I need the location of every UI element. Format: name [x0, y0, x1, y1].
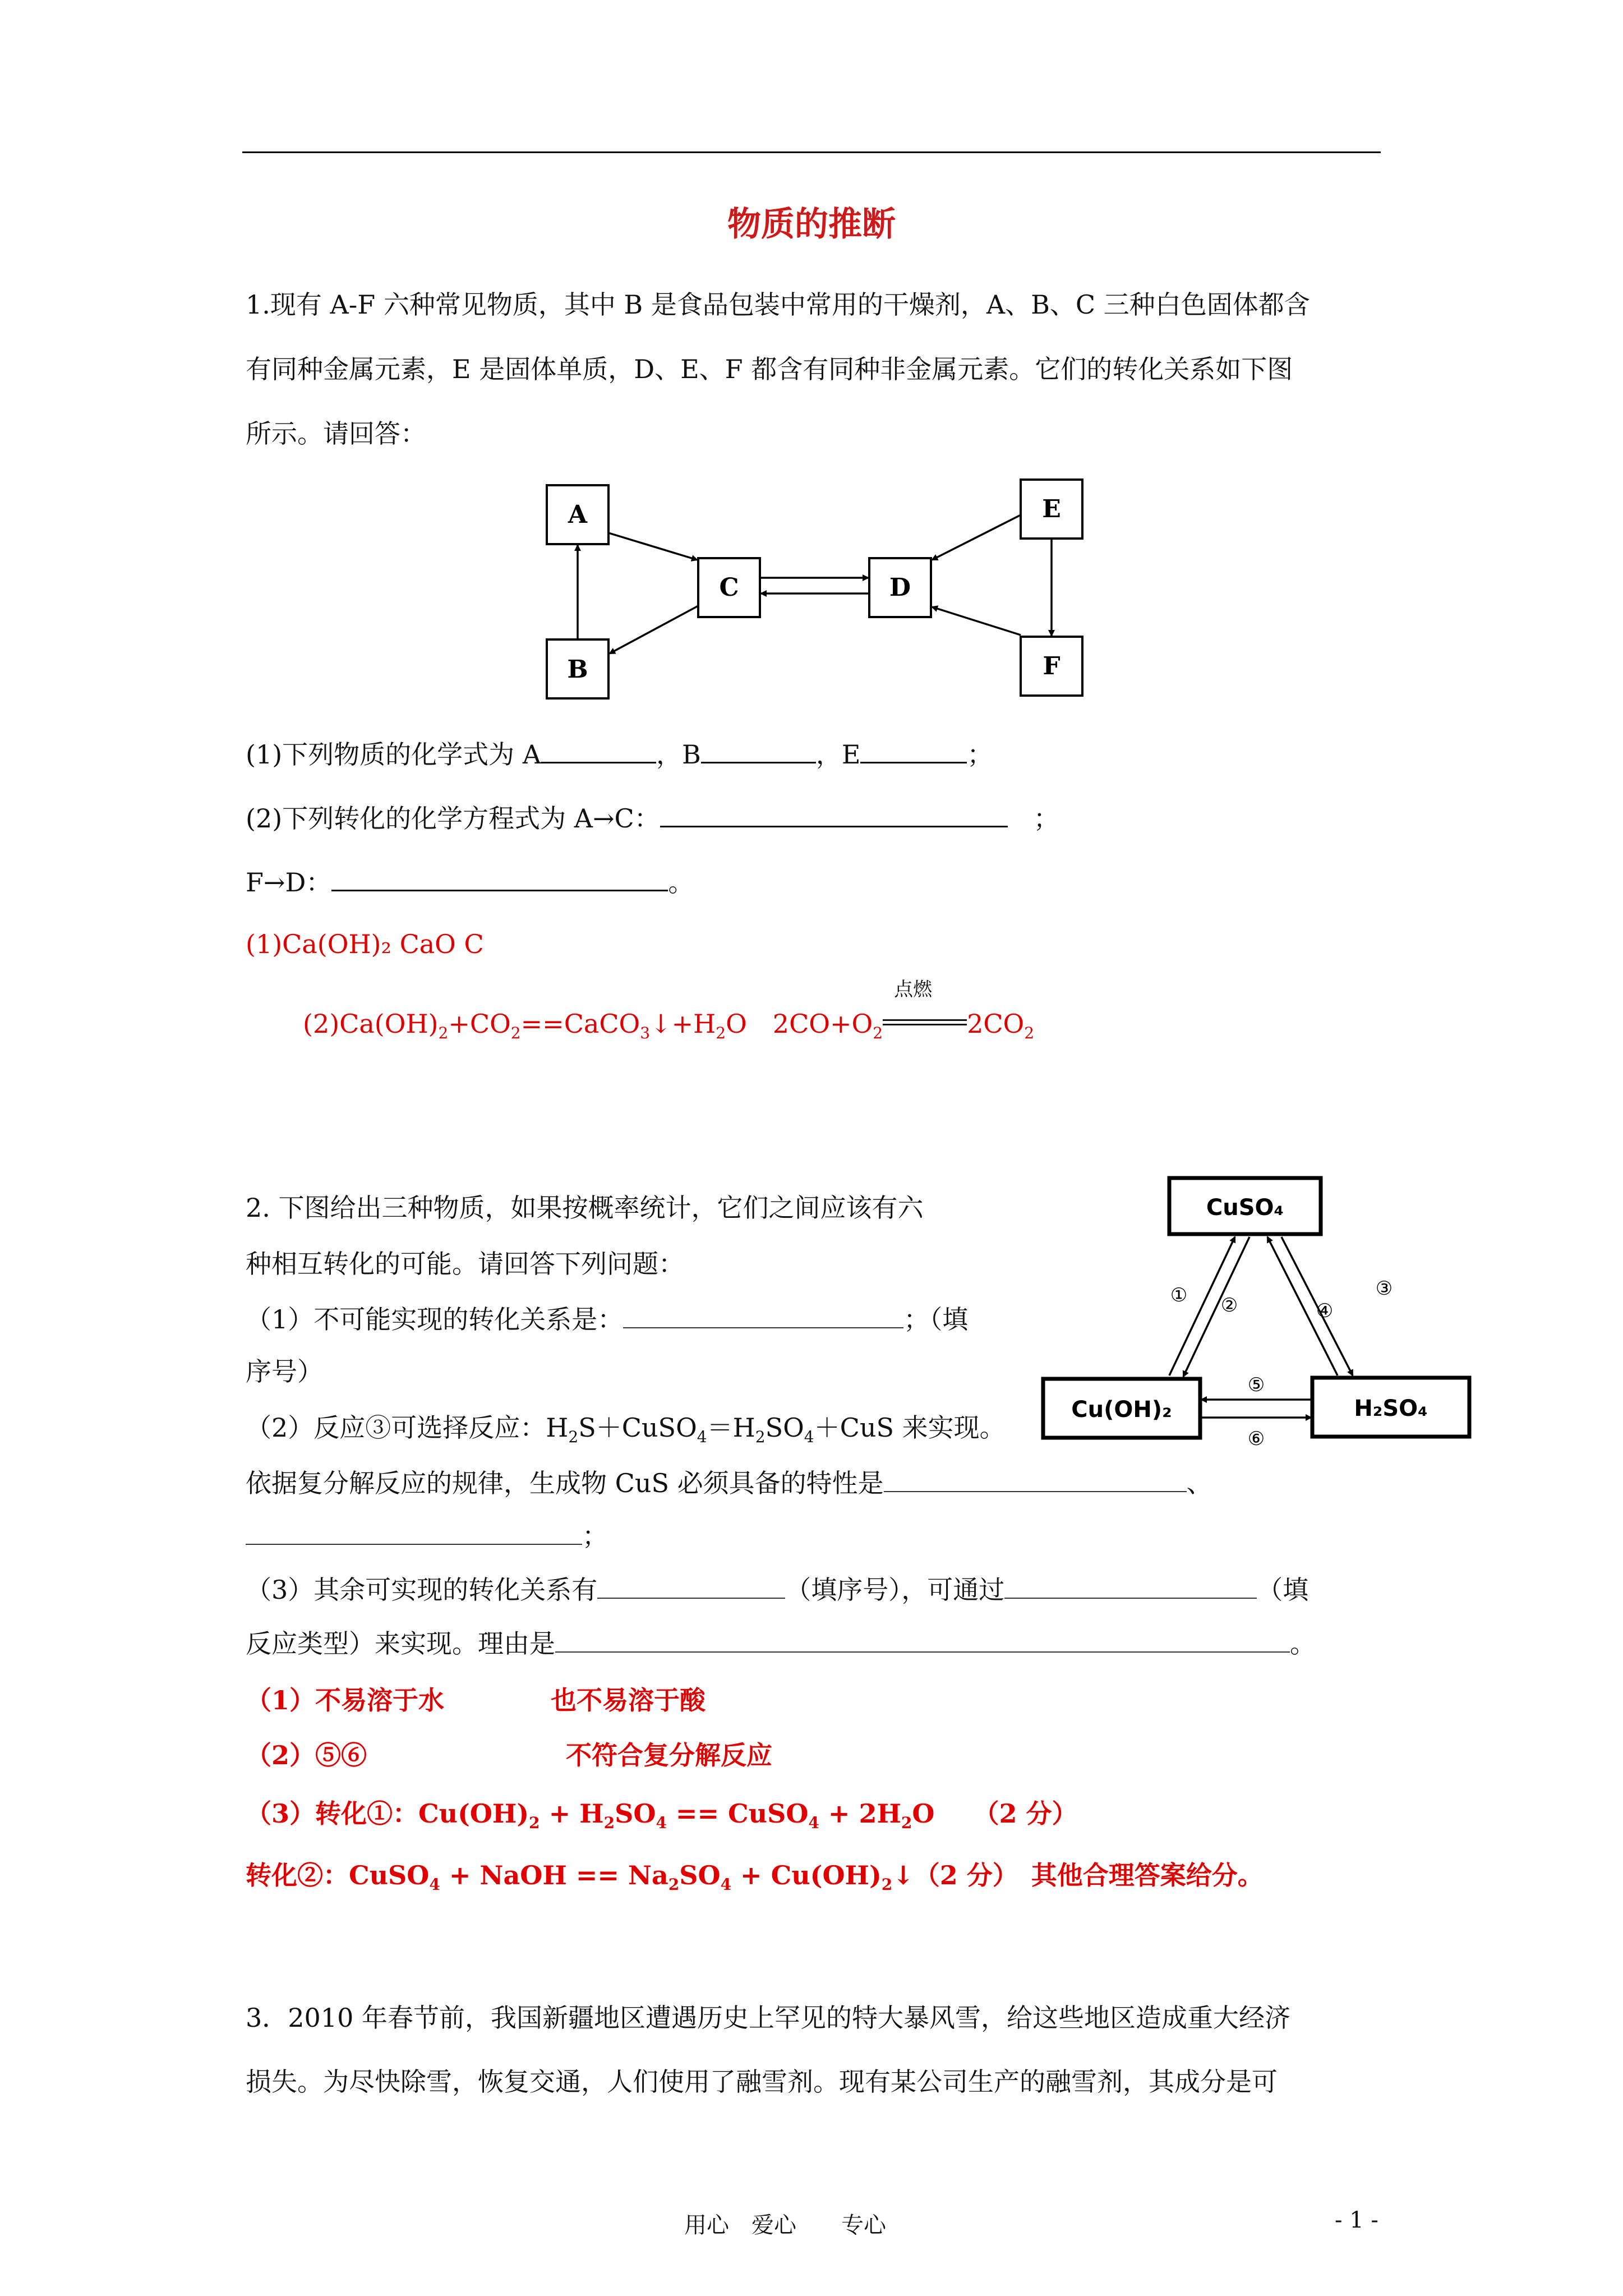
label-2: ② — [1220, 1294, 1238, 1317]
q1-sub2-a: (2)下列转化的化学方程式为 A→C： — [246, 803, 660, 834]
q2-answer2: （2）⑤⑥ 不符合复分解反应 — [246, 1740, 773, 1770]
q1-sub2 — [246, 803, 1059, 834]
q1-answer1: (1)Ca(OH)₂ CaO C — [246, 929, 484, 959]
q2-sub3: （3）其余可实现的转化关系有 （填序号），可通过 （填 — [246, 1575, 1309, 1605]
q2-answer4: 转化②：CuSO$_4$ + NaOH == $Na_2SO_4$ + $Cu(OH)_2↓(2$ 分） 其他合理答案给分。 — [246, 1860, 1264, 1894]
q1-sub2-fd-label: F→D： — [246, 867, 332, 898]
blank-e[interactable] — [860, 739, 967, 763]
q2-sub1-cont: 序号） — [246, 1356, 323, 1387]
page-number: - 1 - — [1335, 2207, 1378, 2233]
condition-label: 点燃 — [894, 978, 933, 1001]
blank-a-to-c[interactable] — [660, 803, 1008, 827]
blank-q2-1[interactable] — [623, 1305, 903, 1328]
blank-q2-2b[interactable] — [246, 1521, 582, 1545]
q2-line2: 种相互转化的可能。请回答下列问题： — [246, 1249, 684, 1279]
q1-sub1-b: ，B — [656, 739, 701, 770]
blank-q2-3c[interactable] — [555, 1629, 1290, 1653]
blank-q2-3b[interactable] — [1004, 1575, 1257, 1599]
node-d-label: D — [889, 573, 911, 602]
q2-line1: 2. 下图给出三种物质，如果按概率统计，它们之间应该有六 — [246, 1193, 924, 1223]
label-6: ⑥ — [1247, 1428, 1265, 1450]
q1-sub2-end: ； — [1033, 803, 1059, 834]
label-3: ③ — [1375, 1277, 1393, 1300]
node-e-label: E — [1042, 495, 1061, 523]
q1-sub1 — [246, 739, 993, 770]
q2-sub2: （2）反应③可选择反应：$H_2S+CuSO_4=H_2SO_4+CuS$ 来实现。 — [246, 1412, 1006, 1446]
q1-answer2: $(2)Ca(OH)_2+CO_2==CaCO_3↓+H_2O$ $2CO+O_2$ 点燃 $2CO_2$ — [303, 978, 1035, 1042]
label-4: ④ — [1316, 1300, 1334, 1322]
arrow-f-d — [932, 607, 1021, 635]
q1-sub1-a: (1)下列物质的化学式为 A — [246, 739, 542, 770]
blank-q2-3a[interactable] — [597, 1575, 785, 1599]
q2-sub3-line2: 反应类型）来实现。理由是 。 — [246, 1628, 1316, 1659]
arrow-c-b — [610, 606, 698, 654]
arrow-a-c — [608, 533, 697, 560]
q1-sub1-c: ，E — [815, 739, 861, 770]
reaction-condition — [883, 978, 967, 1033]
node-c-label: C — [719, 573, 739, 602]
blank-b[interactable] — [701, 739, 816, 763]
q1-diagram — [505, 460, 1122, 707]
node-b-label: B — [567, 655, 588, 684]
q3-line1: 3．2010 年春节前，我国新疆地区遭遇历史上罕见的特大暴风雪，给这些地区造成重大经济 — [246, 2003, 1290, 2033]
blank-q2-2a[interactable] — [884, 1469, 1187, 1492]
q1-sub1-end: ； — [967, 739, 993, 770]
q2-diagram — [1032, 1167, 1481, 1470]
q2-sub1-a: （1）不可能实现的转化关系是： — [246, 1304, 624, 1335]
q2-sub2-line2-text: 依据复分解反应的规律，生成物 CuS 必须具备的特性是 — [246, 1468, 884, 1498]
q2-sub2-line2: 依据复分解反应的规律，生成物 CuS 必须具备的特性是 、 — [246, 1468, 1212, 1498]
h2so4-label: H₂SO₄ — [1354, 1396, 1428, 1421]
header-rule — [242, 151, 1381, 153]
q2-answer3: （3）转化①：$Cu(OH)_2 + H_2SO_4$ == CuSO$_4$ + $2H_2O$ （2 分） — [246, 1798, 1078, 1832]
node-a-label: A — [568, 500, 588, 529]
q1-line2: 有同种金属元素，E 是固体单质，D、E、F 都含有同种非金属元素。它们的转化关系如下图 — [246, 354, 1293, 384]
label-1: ① — [1170, 1284, 1188, 1306]
page-title: 物质的推断 — [727, 205, 896, 244]
q2-sub1 — [246, 1304, 969, 1335]
blank-f-to-d[interactable] — [331, 867, 668, 891]
q1-line1: 1.现有 A-F 六种常见物质，其中 B 是食品包装中常用的干燥剂，A、B、C 三种白色固体都含 — [246, 289, 1310, 320]
q2-sub2-line3: ； — [246, 1521, 608, 1549]
footer-motto: 用心 爱心 专心 — [684, 2212, 886, 2238]
cuso4-label: CuSO₄ — [1206, 1195, 1284, 1221]
q1-sub2-fd — [246, 867, 694, 898]
q1-sub2-fd-end: 。 — [668, 867, 694, 898]
cuoh2-label: Cu(OH)₂ — [1071, 1397, 1172, 1423]
q2-sub1-end: ；（填 — [903, 1304, 969, 1335]
q3-line2: 损失。为尽快除雪，恢复交通，人们使用了融雪剂。现有某公司生产的融雪剂，其成分是可 — [246, 2067, 1278, 2097]
node-f-label: F — [1043, 652, 1061, 680]
q1-line3: 所示。请回答： — [246, 418, 426, 449]
arrow-2 — [1183, 1237, 1249, 1377]
label-5: ⑤ — [1247, 1374, 1265, 1396]
q2-answer1: （1）不易溶于水 也不易溶于酸 — [246, 1685, 706, 1715]
arrow-e-d — [932, 515, 1021, 560]
blank-a[interactable] — [541, 739, 656, 763]
